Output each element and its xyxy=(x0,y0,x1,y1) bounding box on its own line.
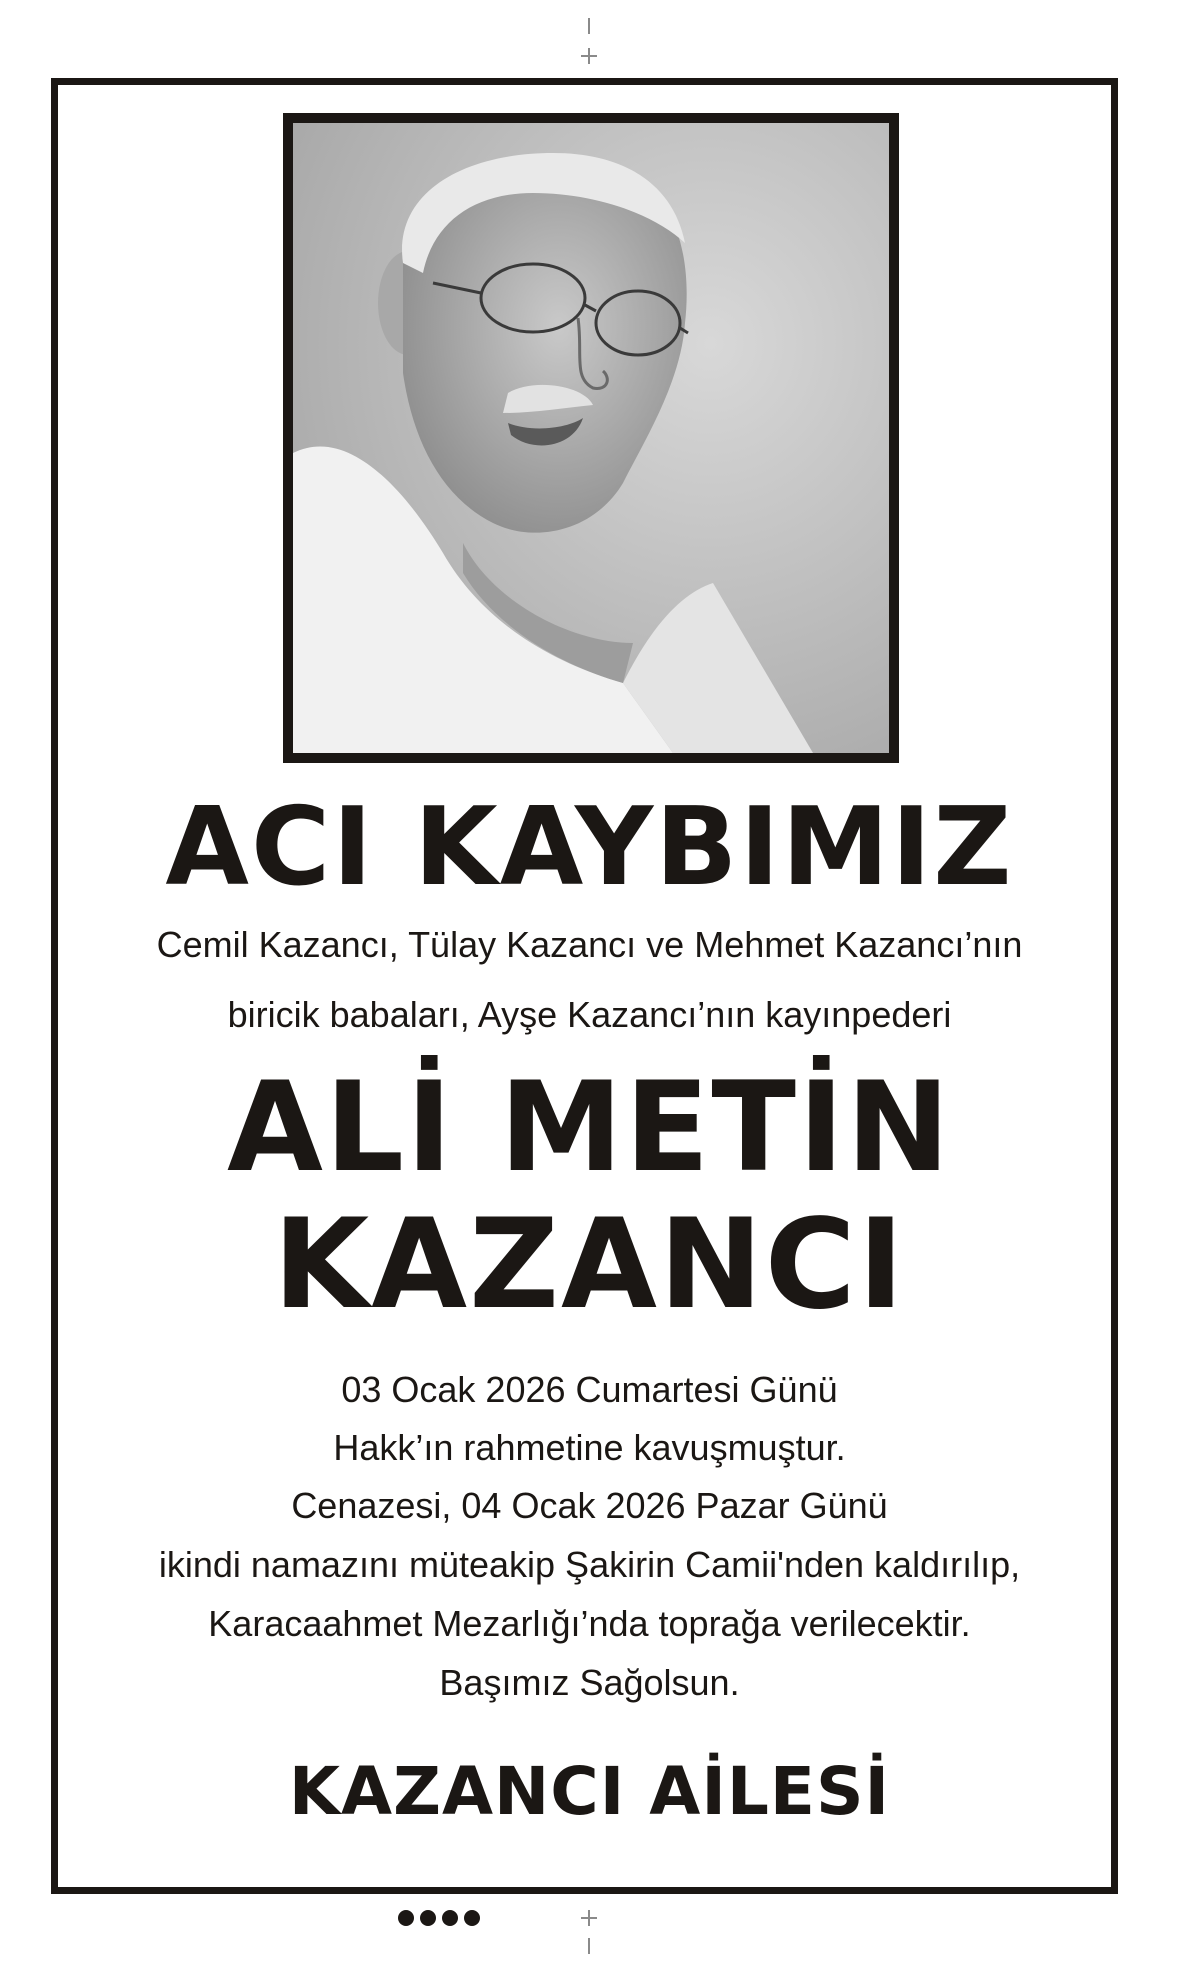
funeral-date-line: Cenazesi, 04 Ocak 2026 Pazar Günü xyxy=(291,1485,888,1526)
deceased-name-line-2: KAZANCI xyxy=(273,1193,906,1337)
portrait-illustration xyxy=(293,123,889,753)
dot xyxy=(420,1910,436,1926)
passing-line: Hakk’ın rahmetine kavuşmuştur. xyxy=(333,1427,846,1468)
family-signature: KAZANCI AİLESİ xyxy=(288,1753,891,1830)
relatives-line-2: biricik babaları, Ayşe Kazancı’nın kayınpederi xyxy=(227,994,952,1035)
crop-mark-bottom-line xyxy=(588,1938,590,1954)
page-dots xyxy=(398,1910,480,1926)
condolence-line: Başımız Sağolsun. xyxy=(439,1662,740,1703)
death-date-line: 03 Ocak 2026 Cumartesi Günü xyxy=(341,1369,838,1410)
dot xyxy=(464,1910,480,1926)
relatives-line-1: Cemil Kazancı, Tülay Kazancı ve Mehmet Kazancı’nın xyxy=(156,924,1023,965)
notice-title: ACI KAYBIMIZ xyxy=(165,785,1014,910)
dot xyxy=(398,1910,414,1926)
deceased-name-line-1: ALİ METİN xyxy=(227,1056,952,1200)
registration-mark-top xyxy=(581,48,597,64)
dot xyxy=(442,1910,458,1926)
registration-mark-bottom xyxy=(581,1910,597,1926)
funeral-prayer-line: ikindi namazını müteakip Şakirin Camii'nden kaldırılıp, xyxy=(158,1544,1021,1585)
portrait-photo xyxy=(283,113,899,763)
crop-mark-top-line xyxy=(588,18,590,34)
burial-line: Karacaahmet Mezarlığı’nda toprağa verilecektir. xyxy=(208,1603,971,1644)
